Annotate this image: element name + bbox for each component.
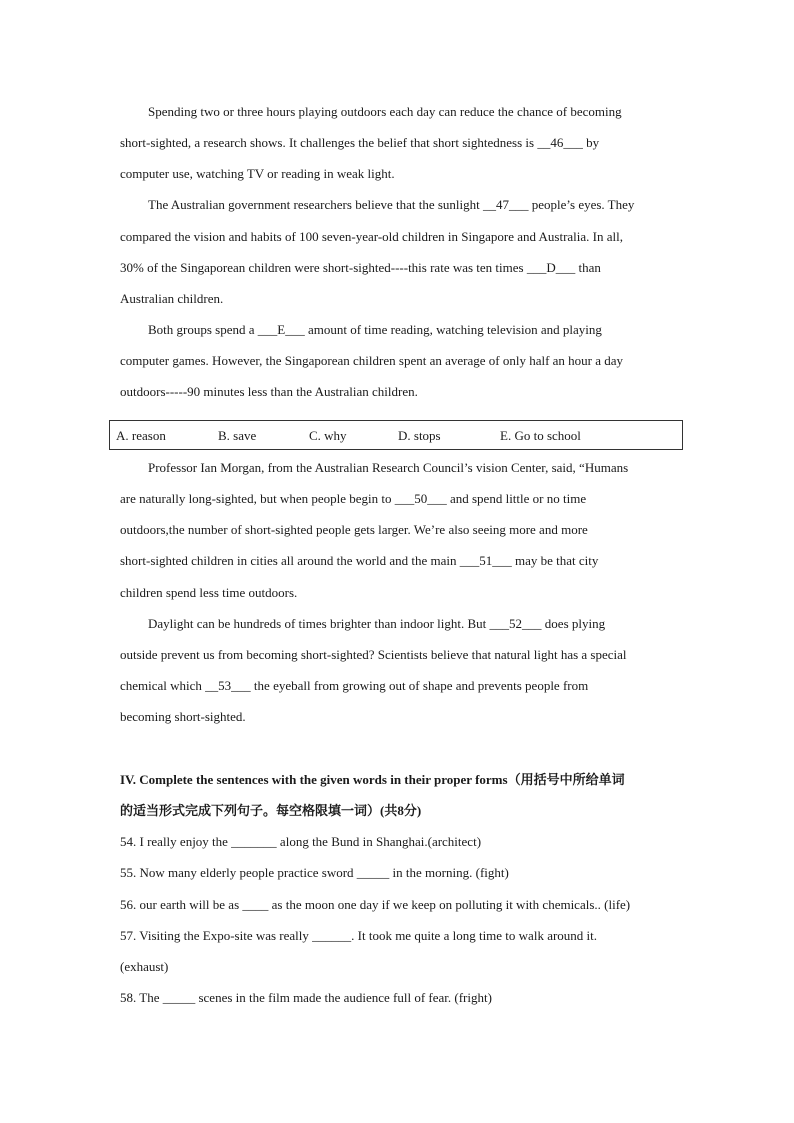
passage-line: Professor Ian Morgan, from the Australian Research Council’s vision Center, said, “Humans bbox=[148, 460, 629, 475]
passage-line: outdoors-----90 minutes less than the Australian children. bbox=[120, 384, 418, 399]
passage-line: Australian children. bbox=[120, 291, 224, 306]
passage-line: computer games. However, the Singaporean children spent an average of only half an hour a day bbox=[120, 353, 624, 368]
question-item: 55. Now many elderly people practice sword _____ in the morning. (fight) bbox=[120, 865, 509, 880]
passage-line: Spending two or three hours playing outdoors each day can reduce the chance of becoming bbox=[148, 104, 622, 119]
section-heading: IV. Complete the sentences with the given words in their proper forms（用括号中所给单词 bbox=[120, 772, 625, 787]
question-item: 54. I really enjoy the _______ along the Bund in Shanghai.(architect) bbox=[120, 834, 482, 849]
passage-line: compared the vision and habits of 100 seven-year-old children in Singapore and Australia. In all, bbox=[120, 229, 623, 244]
passage-line: short-sighted children in cities all around the world and the main ___51___ may be that city bbox=[120, 553, 599, 568]
passage-line: becoming short-sighted. bbox=[120, 709, 246, 724]
question-item: (exhaust) bbox=[120, 959, 169, 974]
option-c: C. why bbox=[309, 428, 347, 443]
option-b: B. save bbox=[218, 428, 257, 443]
passage-line: outside prevent us from becoming short-sighted? Scientists believe that natural light has a special bbox=[120, 647, 627, 662]
passage-line: Both groups spend a ___E___ amount of time reading, watching television and playing bbox=[148, 322, 602, 337]
section-heading: 的适当形式完成下列句子。每空格限填一词）(共8分) bbox=[120, 803, 422, 818]
option-d: D. stops bbox=[398, 428, 441, 443]
question-item: 56. our earth will be as ____ as the moon one day if we keep on polluting it with chemicals.. (life) bbox=[120, 897, 631, 912]
option-a: A. reason bbox=[116, 428, 166, 443]
passage-line: 30% of the Singaporean children were short-sighted----this rate was ten times ___D___ than bbox=[120, 260, 601, 275]
passage-line: chemical which __53___ the eyeball from growing out of shape and prevents people from bbox=[120, 678, 589, 693]
passage-line: are naturally long-sighted, but when people begin to ___50___ and spend little or no time bbox=[120, 491, 587, 506]
passage-line: computer use, watching TV or reading in weak light. bbox=[120, 166, 395, 181]
passage-line: short-sighted, a research shows. It challenges the belief that short sightedness is __46___ by bbox=[120, 135, 600, 150]
passage-line: outdoors,the number of short-sighted people gets larger. We’re also seeing more and more bbox=[120, 522, 588, 537]
question-item: 57. Visiting the Expo-site was really ______. It took me quite a long time to walk around it. bbox=[120, 928, 598, 943]
passage-line: The Australian government researchers believe that the sunlight __47___ people’s eyes. They bbox=[148, 197, 635, 212]
option-e: E. Go to school bbox=[500, 428, 581, 443]
options-box bbox=[109, 420, 683, 450]
passage-line: Daylight can be hundreds of times brighter than indoor light. But ___52___ does plying bbox=[148, 616, 606, 631]
question-item: 58. The _____ scenes in the film made the audience full of fear. (fright) bbox=[120, 990, 492, 1005]
passage-line: children spend less time outdoors. bbox=[120, 585, 298, 600]
